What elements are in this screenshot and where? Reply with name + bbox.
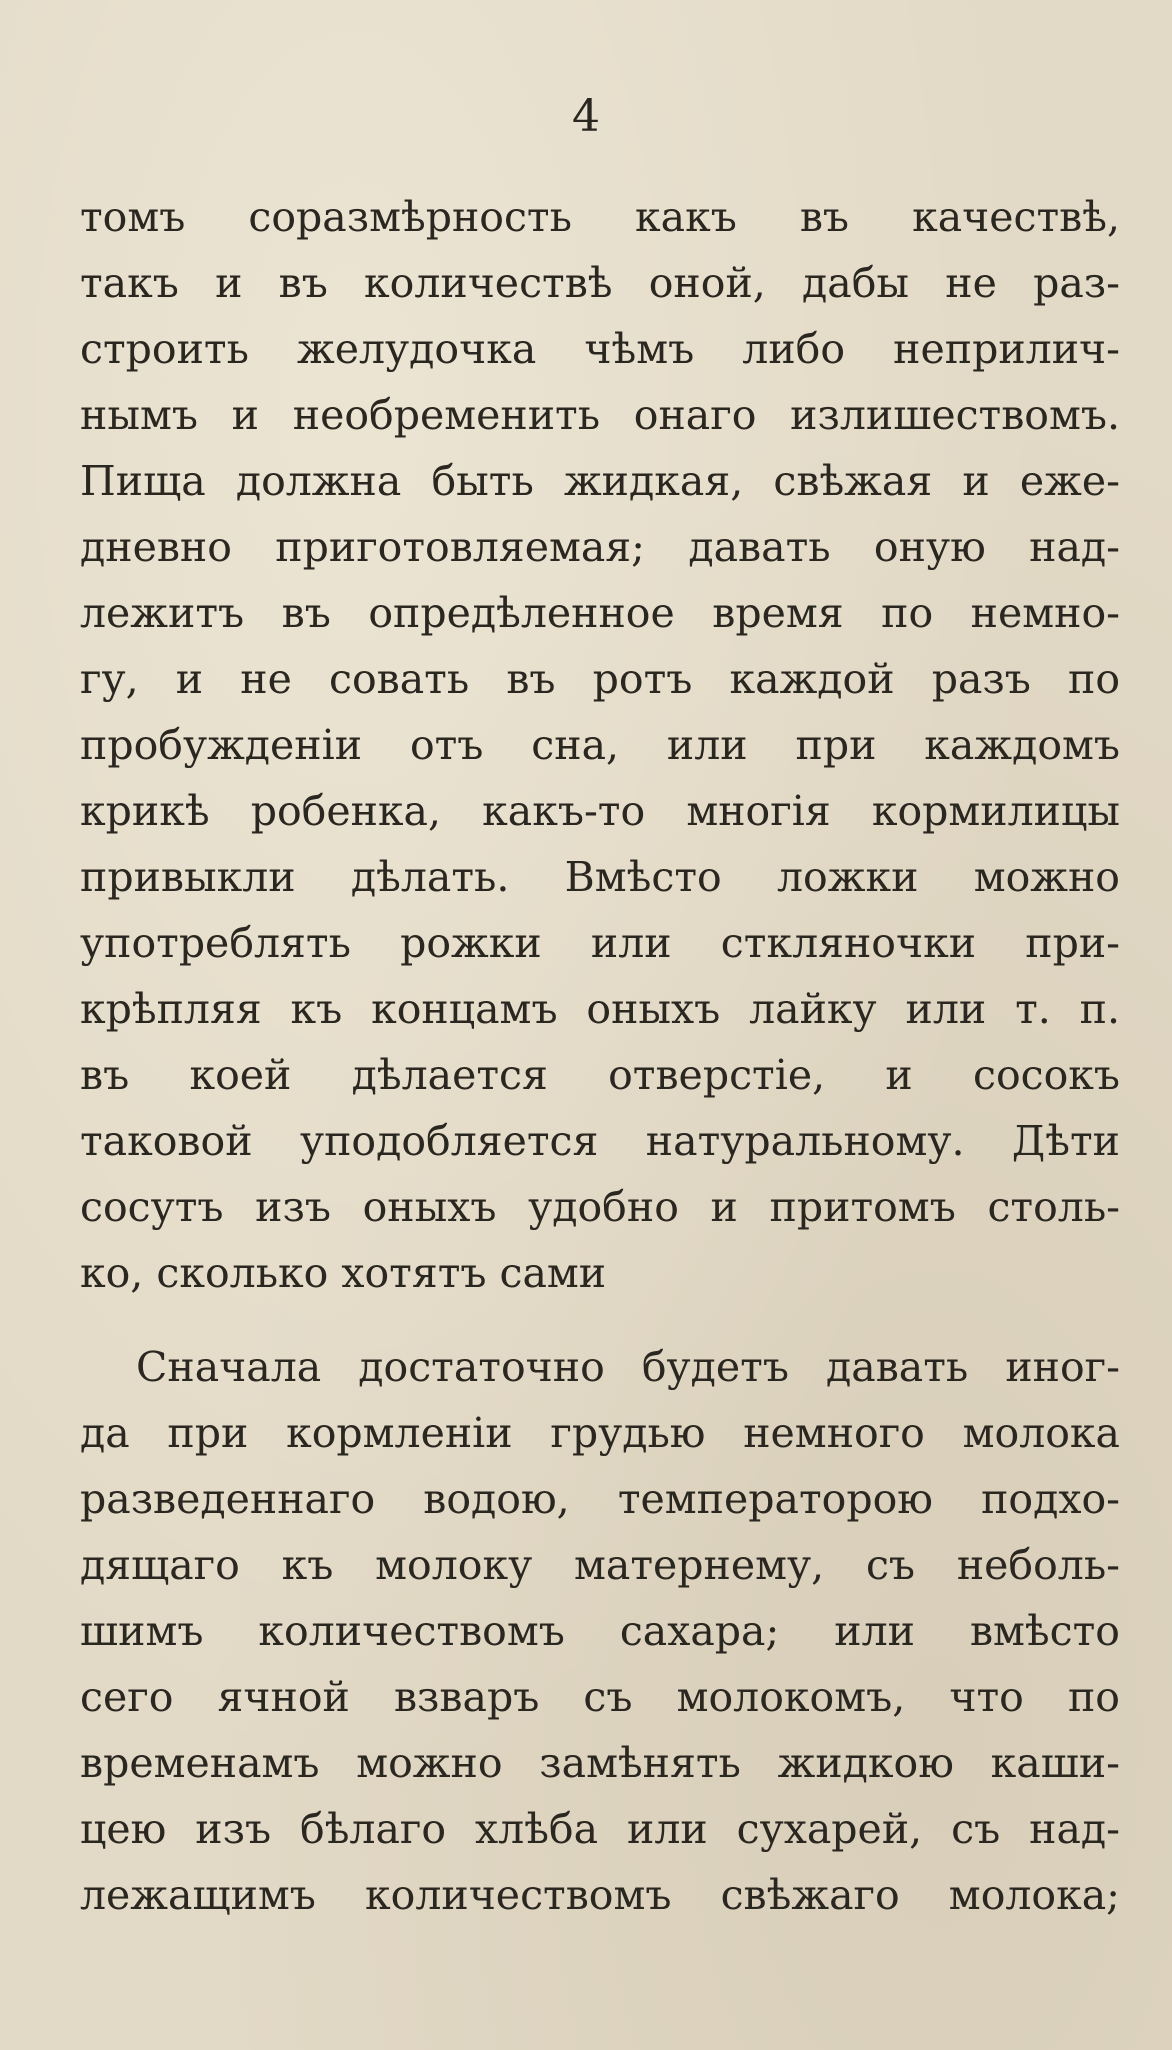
text-line: временамъ можно замѣнять жидкою каши-: [80, 1739, 1120, 1787]
text-line: въ коей дѣлается отверстіе, и сосокъ: [80, 1051, 1120, 1099]
text-line: пробужденіи отъ сна, или при каждомъ: [80, 721, 1120, 769]
text-line: дящаго къ молоку матернему, съ неболь-: [80, 1541, 1120, 1589]
text-line: сего ячной взваръ съ молокомъ, что по: [80, 1673, 1120, 1721]
text-line: Пища должна быть жидкая, свѣжая и еже-: [80, 457, 1120, 505]
text-line: гу, и не совать въ ротъ каждой разъ по: [80, 655, 1120, 703]
text-line: таковой уподобляется натуральному. Дѣти: [80, 1117, 1120, 1165]
paragraph-1: [80, 184, 1120, 1306]
page-number: 4: [572, 91, 600, 142]
body-text: [80, 184, 1120, 1928]
text-line: сосутъ изъ оныхъ удобно и притомъ столь-: [80, 1183, 1120, 1231]
text-line: дневно приготовляемая; давать оную над-: [80, 523, 1120, 571]
text-line: привыкли дѣлать. Вмѣсто ложки можно: [80, 853, 1120, 901]
text-line: крѣпляя къ концамъ оныхъ лайку или т. п.: [80, 985, 1120, 1033]
text-line: строить желудочка чѣмъ либо неприлич-: [80, 325, 1120, 373]
text-line: нымъ и необременить онаго излишествомъ.: [80, 391, 1120, 439]
text-line: Сначала достаточно будетъ давать иног-: [136, 1343, 1120, 1391]
text-line: шимъ количествомъ сахара; или вмѣсто: [80, 1607, 1120, 1655]
text-line: цею изъ бѣлаго хлѣба или сухарей, съ над-: [80, 1805, 1120, 1853]
paragraph-2: [80, 1334, 1120, 1928]
text-line: лежащимъ количествомъ свѣжаго молока;: [80, 1871, 1120, 1919]
text-line: ко, сколько хотятъ сами: [80, 1249, 607, 1297]
text-line: разведеннаго водою, температорою подхо-: [80, 1475, 1120, 1523]
text-line: употреблять рожки или стклянoчки при-: [80, 919, 1120, 967]
text-line: крикѣ робенка, какъ-то многія кормилицы: [80, 787, 1120, 835]
text-line: лежитъ въ опредѣленное время по немно-: [80, 589, 1120, 637]
text-line: да при кормленіи грудью немного молока: [80, 1409, 1120, 1457]
text-line: томъ соразмѣрность какъ въ качествѣ,: [80, 193, 1120, 241]
text-line: такъ и въ количествѣ оной, дабы не раз-: [80, 259, 1120, 307]
